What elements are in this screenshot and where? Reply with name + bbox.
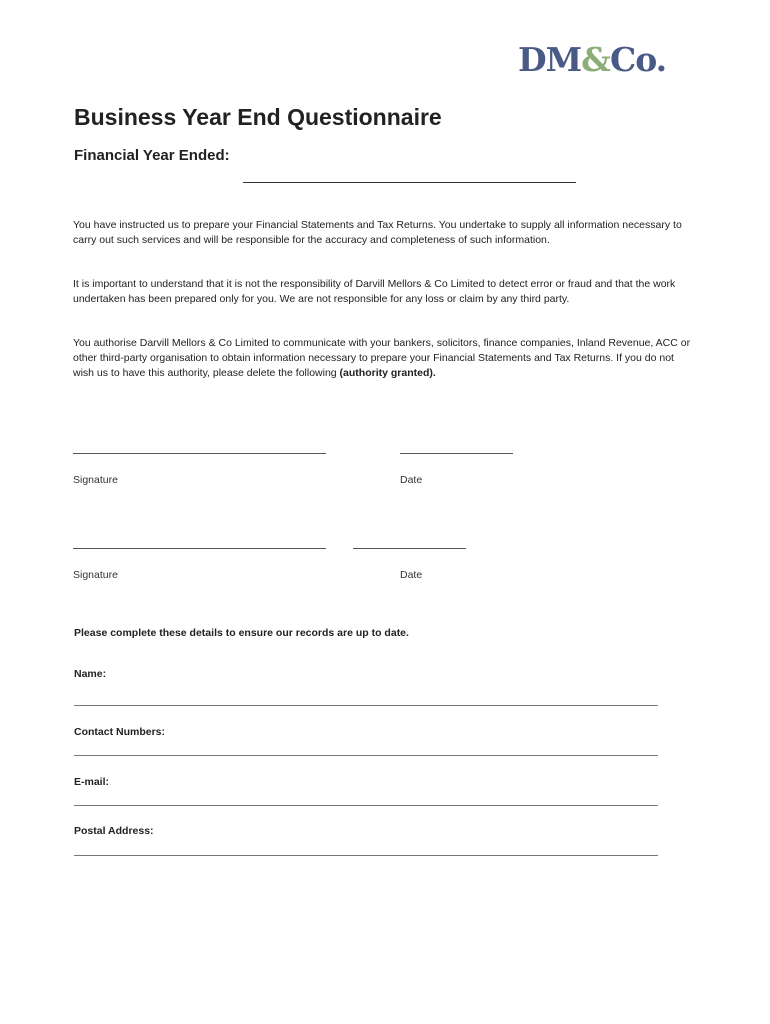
date-label-1: Date — [400, 474, 423, 486]
authority-granted-text: (authority granted). — [339, 367, 436, 379]
name-label: Name: — [74, 668, 107, 680]
contact-numbers-field-line[interactable] — [74, 755, 658, 756]
document-title: Business Year End Questionnaire — [74, 104, 442, 130]
paragraph-responsibility: It is important to understand that it is not the responsibility of Darvill Mellors & Co Limited to detect error or fraud and that the work undertaken has been prepared only for you. We are not responsible for any loss or claim by any third party. — [73, 278, 676, 305]
email-field-line[interactable] — [74, 805, 658, 806]
paragraph-instructions: You have instructed us to prepare your Financial Statements and Tax Returns. You undertake to supply all information necessary to carry out such services and will be responsible for the accuracy and completeness of such information. — [73, 219, 682, 246]
contact-numbers-label: Contact Numbers: — [74, 726, 166, 738]
signature-label-1: Signature — [73, 474, 118, 486]
postal-address-field-line[interactable] — [74, 855, 658, 856]
date-line-1[interactable] — [400, 453, 513, 454]
name-field-line[interactable] — [74, 705, 658, 706]
financial-year-label: Financial Year Ended: — [74, 147, 230, 164]
email-label: E-mail: — [74, 776, 110, 788]
financial-year-field-line[interactable] — [243, 182, 576, 183]
signature-label-2: Signature — [73, 569, 118, 581]
logo-dm-text: DM — [518, 40, 582, 79]
signature-line-1[interactable] — [73, 453, 326, 454]
paragraph-authority-text: You authorise Darvill Mellors & Co Limited to communicate with your bankers, solicitors, finance companies, Inland Revenue, ACC or other third-party organisation to obtain information necessary to prepare your Financial Statements and Tax Returns. If you do not wish us to have this authority, please delete the following — [73, 337, 691, 379]
signature-line-2[interactable] — [73, 548, 326, 549]
paragraph-authority — [73, 336, 693, 381]
date-label-2: Date — [400, 569, 423, 581]
postal-address-label: Postal Address: — [74, 825, 154, 837]
logo-ampersand: & — [581, 40, 610, 79]
details-intro: Please complete these details to ensure our records are up to date. — [74, 627, 409, 639]
logo-co-text: Co. — [609, 40, 667, 79]
company-logo — [518, 40, 666, 79]
date-line-2[interactable] — [353, 548, 466, 549]
